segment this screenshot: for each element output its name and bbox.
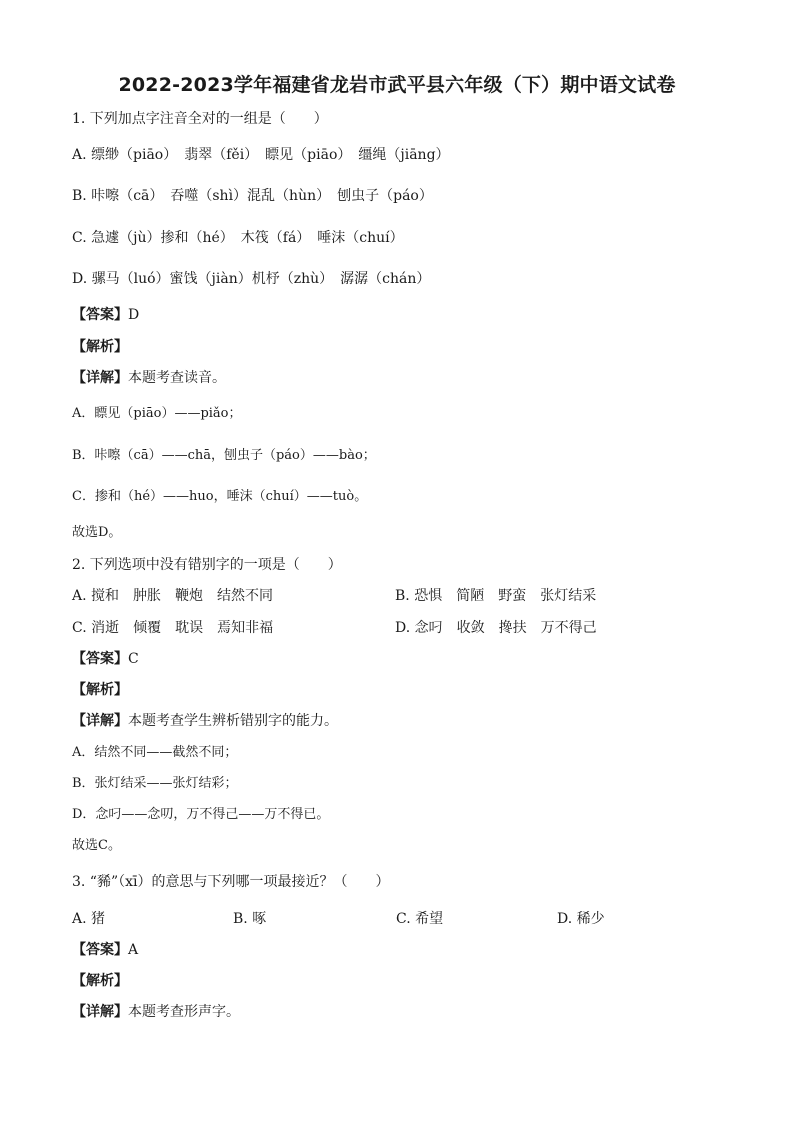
page-title: 2022-2023学年福建省龙岩市武平县六年级（下）期中语文试卷 xyxy=(118,74,676,96)
question-3-answer xyxy=(72,941,138,959)
answer-value: D xyxy=(128,307,140,323)
question-1-analysis: 【解析】 xyxy=(72,339,128,355)
detail-text: 本题考查读音。 xyxy=(128,370,226,386)
question-2-stem: 2. 下列选项中没有错别字的一项是（ ） xyxy=(72,557,342,573)
question-2-note-d: D．念叼——念叨，万不得己——万不得已。 xyxy=(72,807,330,822)
analysis-tag: 解析 xyxy=(86,339,114,355)
question-1-option-a: A. 缥缈（piāo） 翡翠（fěi） 瞟见（piāo） 缰绳（jiāng） xyxy=(72,147,450,163)
detail-tag: 【详解】 xyxy=(72,370,128,386)
question-3-analysis: 【解析】 xyxy=(72,973,128,989)
analysis-tag: 解析 xyxy=(86,973,114,989)
question-1-note-a: A．瞟见（piāo）——piǎo； xyxy=(72,406,242,421)
question-3-option-c: C. 希望 xyxy=(396,911,444,927)
detail-tag: 【详解】 xyxy=(72,1004,128,1020)
question-3-option-a: A. 猪 xyxy=(72,911,106,927)
question-2-option-c: C. 消逝 倾覆 耽误 焉知非福 xyxy=(72,620,274,636)
question-1-option-c: C. 急遽（jù）掺和（hé） 木筏（fá） 唾沫（chuí） xyxy=(72,230,404,246)
detail-text: 本题考查形声字。 xyxy=(128,1004,240,1020)
question-1-conclusion: 故选D。 xyxy=(72,525,122,540)
question-3-option-d: D. 稀少 xyxy=(557,911,605,927)
question-1-answer xyxy=(72,306,139,324)
answer-tag: 【答案】 xyxy=(72,942,128,958)
question-3-stem: 3. “豨”（xī）的意思与下列哪一项最接近？（ ） xyxy=(72,874,390,890)
answer-value: A xyxy=(128,942,139,958)
question-2-answer xyxy=(72,650,139,668)
question-2-conclusion: 故选C。 xyxy=(72,838,121,853)
question-1-note-c: C．掺和（hé）——huo，唾沫（chuí）——tuò。 xyxy=(72,489,368,504)
analysis-tag: 解析 xyxy=(86,682,114,698)
question-1-stem: 1. 下列加点字注音全对的一组是（ ） xyxy=(72,111,328,127)
question-2-analysis: 【解析】 xyxy=(72,682,128,698)
question-3-option-b: B. 啄 xyxy=(233,911,267,927)
question-2-option-d: D. 念叼 收敛 搀扶 万不得己 xyxy=(395,620,597,636)
question-2-note-a: A．结然不同——截然不同； xyxy=(72,745,238,760)
question-2-option-b: B. 恐惧 简陋 野蛮 张灯结采 xyxy=(395,588,597,604)
question-1-detail xyxy=(72,369,226,387)
question-1-option-d: D. 骡马（luó）蜜饯（jiàn）机杼（zhù） 潺潺（chán） xyxy=(72,271,431,287)
detail-tag: 【详解】 xyxy=(72,713,128,729)
detail-text: 本题考查学生辨析错别字的能力。 xyxy=(128,713,338,729)
answer-value: C xyxy=(128,651,139,667)
question-2-note-b: B．张灯结采——张灯结彩； xyxy=(72,776,238,791)
question-1-note-b: B．咔嚓（cā）——chā，刨虫子（páo）——bào； xyxy=(72,448,376,463)
answer-tag: 【答案】 xyxy=(72,307,128,323)
question-3-detail xyxy=(72,1003,240,1021)
question-1-option-b: B. 咔嚓（cā） 吞噬（shì）混乱（hùn） 刨虫子（páo） xyxy=(72,188,433,204)
question-2-detail xyxy=(72,712,338,730)
answer-tag: 【答案】 xyxy=(72,651,128,667)
question-2-option-a: A. 搅和 肿胀 鞭炮 结然不同 xyxy=(72,588,274,604)
